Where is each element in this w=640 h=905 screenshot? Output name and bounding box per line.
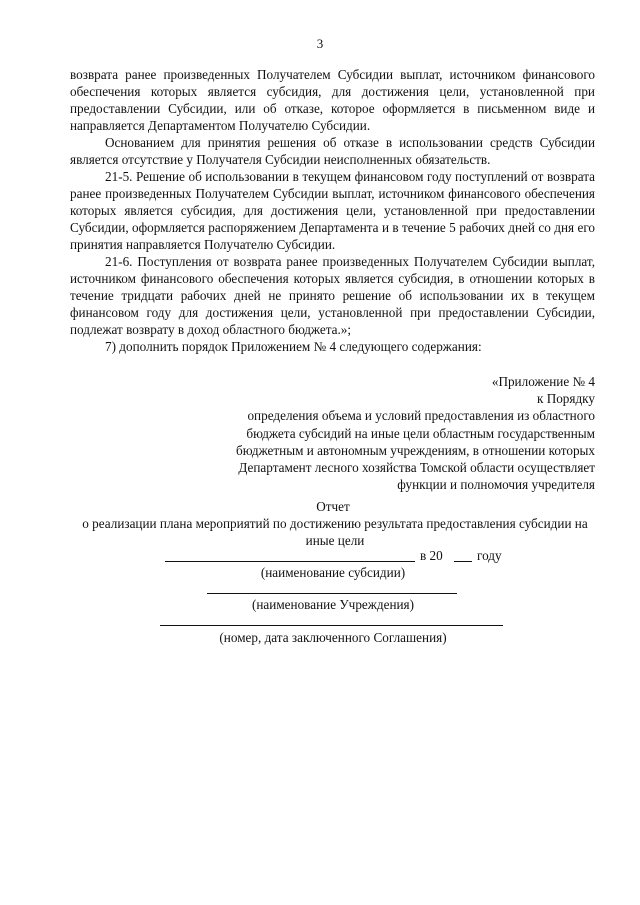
report-title: Отчет [316, 499, 350, 514]
institution-name-line [207, 593, 457, 594]
caption-agreement: (номер, дата заключенного Соглашения) [219, 630, 447, 645]
paragraph-21-5: 21-5. Решение об использовании в текущем финансовом году поступлений от возврата ранее произведенных Получателем Субсидии выплат, источником финансового обеспечения которых является субсидия, для достижения цели, установленной при предоставлении Субсидии, оформляется распоряжением Департамента и в течение 5 рабочих дней со дня его принятия направляется Получателю Субсидии. [70, 169, 595, 252]
body-text [70, 66, 595, 355]
annex-line: бюджетным и автономным учреждениям, в отношении которых [236, 442, 595, 458]
page-number: 3 [316, 36, 324, 51]
report-period-row [165, 548, 525, 564]
paragraph-continuation: возврата ранее произведенных Получателем Субсидии выплат, источником финансового обеспечения которых является субсидия, для достижения цели, установленной при предоставлении Субсидии, или об отказе, которое оформляется в письменном виде и направляется Департаментом Получателю Субсидии. [70, 67, 595, 133]
annex-line: определения объема и условий предоставления из областного [247, 408, 595, 424]
paragraph-refusal-basis: Основанием для принятия решения об отказе в использовании средств Субсидии является отсутствие у Получателя Субсидии неисполненных обязательств. [70, 135, 595, 167]
paragraph-21-6: 21-6. Поступления от возврата ранее произведенных Получателем Субсидии выплат, источником финансового обеспечения которых является субсидия, в отношении которых в течение тридцати рабочих дней не принято решение об использовании их в текущем финансовом году для достижения цели, установленной при предоставлении Субсидии, подлежат возврату в доход областного бюджета.»; [70, 254, 595, 337]
period-year-label: году [477, 548, 502, 563]
annex-line: бюджета субсидий на иные цели областным государственным [246, 425, 595, 441]
annex-header [175, 373, 595, 493]
annex-line: Департамент лесного хозяйства Томской области осуществляет [238, 460, 595, 476]
caption-subsidy-name: (наименование субсидии) [260, 565, 406, 580]
report-subtitle: о реализации плана мероприятий по достижению результата предоставления субсидии на иные цели [82, 516, 588, 548]
period-in-label: в 20 [420, 548, 443, 563]
agreement-line [160, 625, 503, 626]
subsidy-name-line [165, 561, 415, 562]
paragraph-item-7: 7) дополнить порядок Приложением № 4 следующего содержания: [105, 339, 482, 354]
annex-line: «Приложение № 4 [491, 374, 595, 389]
year-blank-line [454, 561, 472, 562]
annex-line: к Порядку [536, 391, 595, 407]
caption-institution-name: (наименование Учреждения) [251, 597, 415, 612]
annex-line: функции и полномочия учредителя [397, 477, 595, 493]
